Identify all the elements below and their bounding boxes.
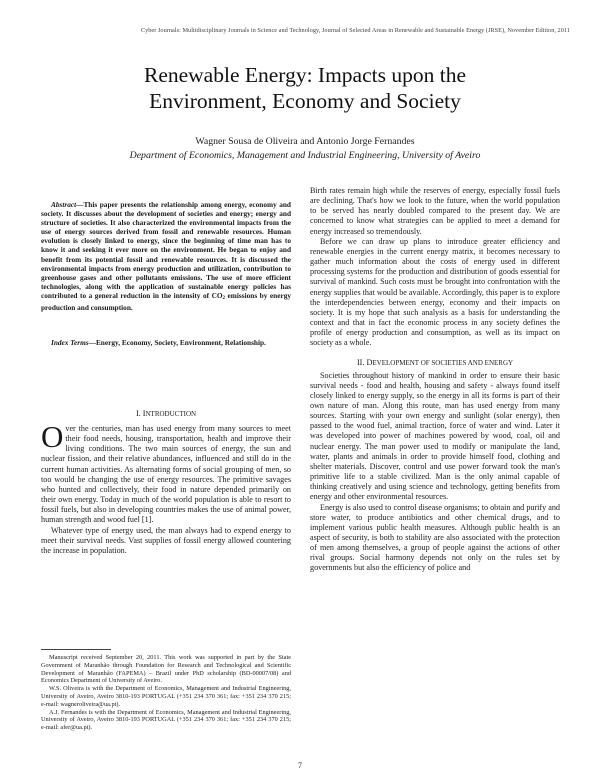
- section-1-heading: [41, 409, 291, 418]
- right-paragraph-1: Birth rates remain high while the reserves of energy, especially fossil fuels are declining. That's how we look to the future, when the world population to be served has nearly doubled compared to the present day. We are concerned to know what strategies can be applied to meet a demand for energy increased so tremendously.: [310, 186, 560, 236]
- authors: Wagner Sousa de Oliveira and Antonio Jorge Fernandes: [195, 136, 415, 147]
- co2-subscript: 2: [222, 295, 226, 301]
- introduction-body: [41, 419, 291, 556]
- right-column: [310, 186, 560, 574]
- index-terms-text: —Energy, Economy, Society, Environment, Relationship.: [88, 338, 266, 347]
- title-line-2: Environment, Economy and Society: [149, 89, 461, 113]
- affiliation: Department of Economics, Management and Industrial Engineering, University of Aveiro: [129, 150, 481, 161]
- section-1-title-first: I: [142, 409, 146, 418]
- abstract-text: —This paper presents the relationship among energy, economy and society. It discusses about the development of societies and energy; energy and structure of societies. It also characterized the environmental impacts from the use of energy sources derived from fossil and renewable resources. Human evolution is closely linked to energy, since the beginning of time man has to know it and seeking it ever more on the environment. He began to enjoy and benefit from its potential fossil and renewable resources. It is discussed the environmental impacts from energy production and utilization, contribution to greenhouse gases and other pollutants emissions. The use of more efficient technologies, along with the application of sustainable energy policies has contributed to a general reduction in the intensity of CO: [41, 200, 291, 300]
- section-2-number: II.: [356, 357, 367, 367]
- abstract: [41, 200, 291, 312]
- footnote-rule: [41, 649, 111, 650]
- footnotes: [41, 654, 291, 732]
- footnote-author-1: W.S. Oliveira is with the Department of Economics, Management and Industrial Engineering, University of Aveiro, Aveiro 3810-193 PORTUGAL (+351 234 370 361; fax: +351 234 370 215; e-mail: wagneroliveira@ua.pt).: [41, 685, 291, 708]
- section-2-title-rest: EVELOPMENT OF SOCIETIES AND ENERGY: [372, 358, 514, 367]
- footnote-author-2: A.J. Fernandes is with the Department of Economics, Management and Industrial Engineering, University of Aveiro, Aveiro 3810-193 PORTUGAL (+351 234 370 361; fax: +351 234 370 215; e-mail: afer@ua.pt).: [41, 708, 291, 732]
- section-2-heading: [310, 358, 560, 367]
- abstract-text-end: emissions by energy production and consumption.: [41, 290, 291, 313]
- page-number: 7: [298, 761, 302, 770]
- running-header: Cyber Journals: Multidisciplinary Journals in Science and Technology, Journal of Selected Areas in Renewable and Sustainable Energy (JRSE), November Edition, 2011: [140, 27, 570, 34]
- footnote-manuscript: Manuscript received September 20, 2011. This work was supported in part by the State Government of Maranhão through Foundation for Research and Technological and Scientific Development of Maranhão (FAPEMA) – Brazil under PhD scholarship (BD-00007/08) and Economics Department of University of Aveiro.: [41, 654, 291, 685]
- section-1-number: I.: [135, 409, 143, 418]
- paper-title: [40, 62, 570, 114]
- index-terms: [41, 338, 291, 347]
- intro-paragraph-2: Whatever type of energy used, the man always had to expend energy to meet their survival needs. Vast supplies of fossil energy allowed countering the increase in population.: [41, 525, 291, 555]
- title-line-1: Renewable Energy: Impacts upon the: [143, 63, 466, 87]
- abstract-label: Abstract: [51, 200, 77, 209]
- intro-paragraph-1: ver the centuries, man has used energy from many sources to meet their food needs, housing, transportation, health and improve their living conditions. The two main sources of energy, the sun and nuclear fission, and their relative abundances, influenced and still do in the current human activities. As alternating forms of social grouping of men, so too would be changing the use of energy resources. The primitive savages who hunted and collectively, their food in nature depended primarily on their own energy. Today in much of the world population is able to resort to fossil fuels, but also in developing countries makes the use of animal power, human strength and wood fuel [1].: [41, 424, 291, 525]
- section-2-title-first: D: [366, 357, 373, 367]
- index-terms-label: Index Terms: [51, 338, 89, 347]
- right-paragraph-2: Before we can draw up plans to introduce greater efficiency and renewable energies in the current energy matrix, it becomes necessary to gather much information about the costs of energy used in different processing systems for the production and distribution of goods essential for survival of mankind. Such costs must be brought into confrontation with the energy supplies that would be available. Accordingly, this paper is to explore the interdependencies between energy, economy and their impacts on society. It is my hope that such analysis as a basis for understanding the context and that in fact the economic process in any society defines the profile of energy production and consumption, as well as its impact on society as a whole.: [310, 236, 561, 348]
- right-paragraph-4: Energy is also used to control disease organisms; to obtain and purify and store water, to produce antibiotics and other chemical drugs, and to implement various public health measures. Although public health is an aspect of security, is both to stability are also associated with the protection of men among themselves, a group of people against the actions of other rival groups. Social harmony depends not only on the rules set by governments but also the efficiency of police and: [310, 502, 560, 573]
- drop-cap: O: [41, 419, 64, 454]
- section-1-title-rest: NTRODUCTION: [145, 410, 197, 418]
- right-paragraph-3: Societies throughout history of mankind in order to ensure their basic survival needs - food and health, housing and safety - always found itself closely linked to energy supply, so the energy in all its forms is part of their own nature of man. Along this route, man has used energy from many sources. Starting with your own energy and sunlight (solar energy), then passed to the wood fuel, animal traction, force of water and wind. Later it was developed into power of machines powered by wood, coal, oil and nuclear energy. The man power used to modify or manipulate the land, water, plants and animals in order to provide himself food, clothing and shelter materials. Discover, control and use power forward took the man's primitive life to a stable civilized. Man is the only animal capable of thinking creatively and using science and technology, getting benefits from energy and other environmental resources.: [310, 370, 560, 502]
